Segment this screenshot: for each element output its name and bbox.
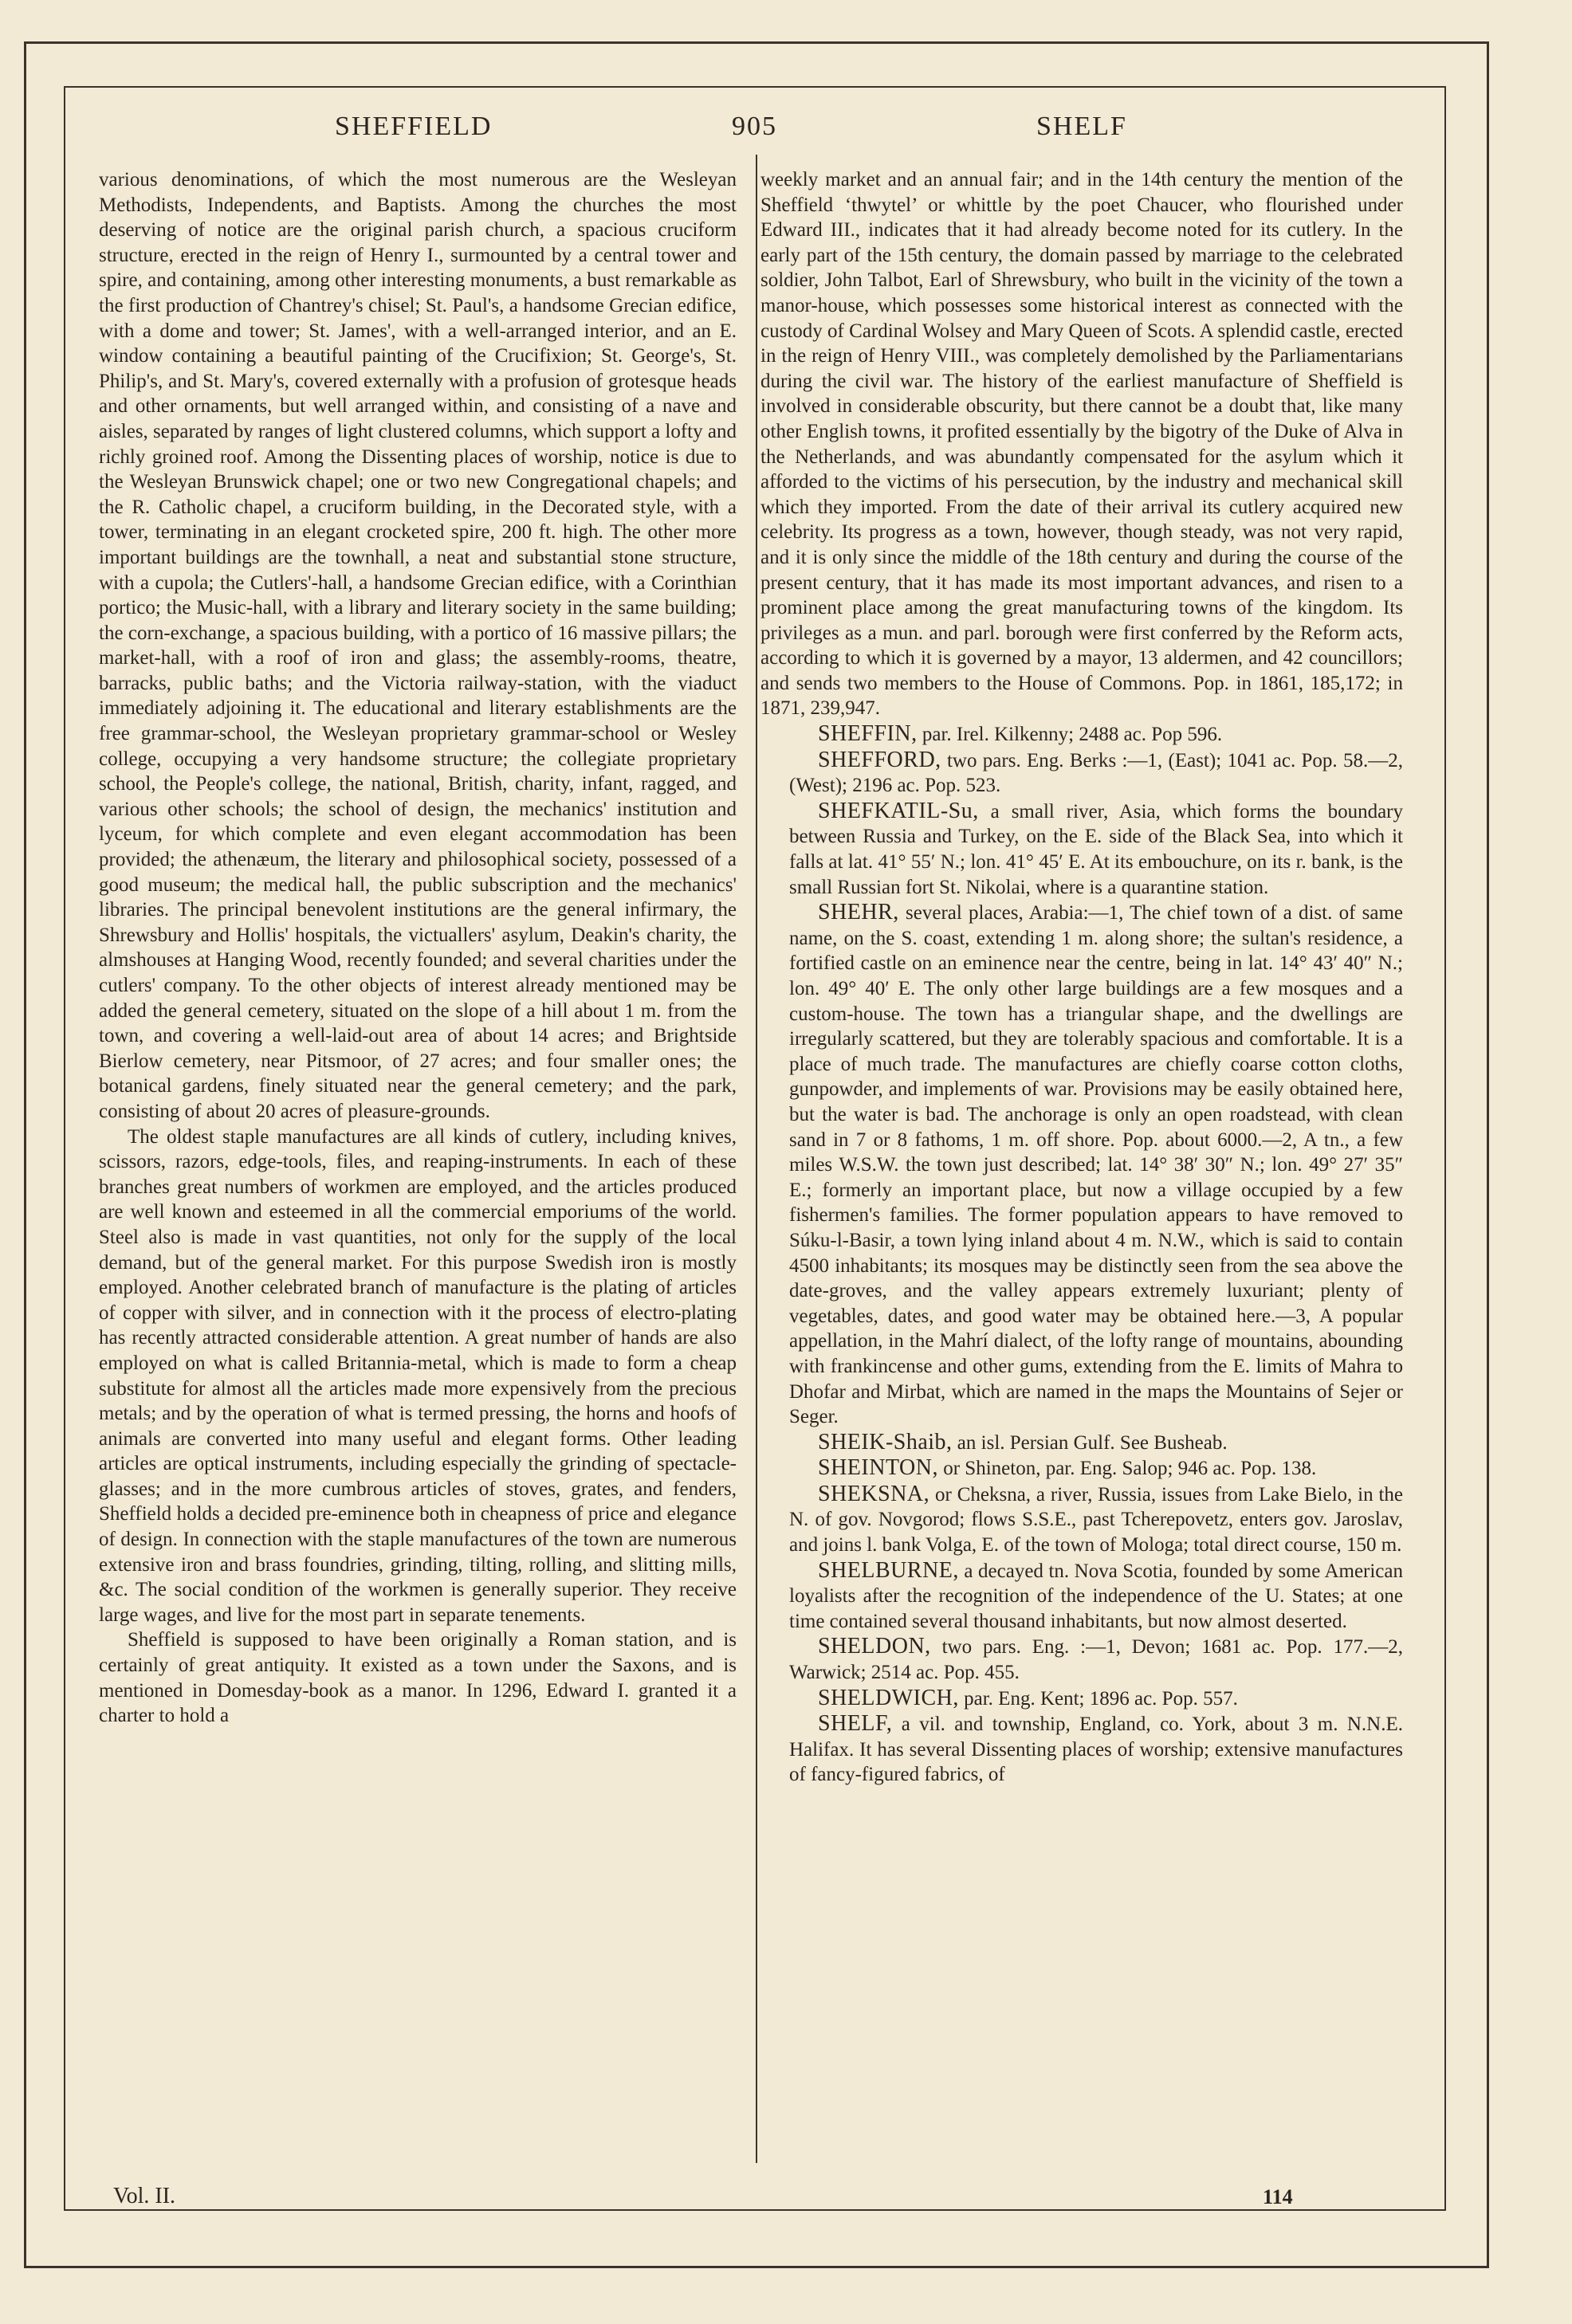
gazetteer-entry <box>760 721 1403 748</box>
entry-text: two pars. Eng. Berks :—1, (East); 1041 ac. Pop. 58.—2, (West); 2196 ac. Pop. 523. <box>789 749 1403 797</box>
gazetteer-entry <box>760 900 1403 1429</box>
entry-text: a decayed tn. Nova Scotia, founded by some American loyalists after the recognition of the independence of the U. States; at one time contained several thousand inhabitants, but now almost deserted. <box>789 1560 1403 1632</box>
running-header <box>64 112 1443 151</box>
column-divider <box>756 155 757 2163</box>
entry-headword: SHELDON, <box>818 1634 931 1659</box>
gazetteer-entry <box>760 1482 1403 1558</box>
gazetteer-entry <box>760 1711 1403 1788</box>
entry-text: several places, Arabia:—1, The chief town of a dist. of same name, on the S. coast, extending 1 m. along shore; the sultan's residence, a fortified castle on an eminence near the centre, being in lat. 14° 43′ 40″ N.; lon. 49° 40′ E. The only other large buildings are a few mosques and a custom-house. The town has a triangular shape, and the dwellings are irregularly scattered, but they are tolerably spacious and comfortable. It is a place of much trade. The manufactures are chiefly coarse cotton cloths, gunpowder, and implements of war. Provisions may be easily obtained here, but the water is bad. The anchorage is only an open roadstead, with clean sand in 7 or 8 fathoms, 1 m. off shore. Pop. about 6000.—2, A tn., a few miles W.S.W. the town just described; lat. 14° 38′ 30″ N.; lon. 49° 27′ 35″ E.; formerly an important place, but now a village occupied by a few fishermen's families. The former population appears to have removed to Súku-l-Basir, a town lying inland about 4 m. N.W., which is said to contain 4500 inhabitants; its mosques may be distinctly seen from the sea above the date-groves, and the valley appears extremely luxuriant; plenty of vegetables, dates, and good water may be obtained here.—3, A popular appellation, in the Mahrí dialect, of the lofty range of mountains, abounding with frankincense and other gums, extending from the E. limits of Mahra to Dhofar and Mirbat, which are named in the maps the Mountains of Sejer or Seger. <box>789 902 1403 1428</box>
volume-label: Vol. II. <box>113 2184 176 2208</box>
entry-text: or Shineton, par. Eng. Salop; 946 ac. Pop. 138. <box>937 1458 1317 1480</box>
entry-text: an isl. Persian Gulf. See Busheab. <box>952 1431 1228 1454</box>
entry-headword: SHELBURNE, <box>818 1557 959 1583</box>
gazetteer-entry <box>760 1634 1403 1685</box>
entry-headword: SHEINTON, <box>818 1455 938 1481</box>
gazetteer-entry <box>760 1430 1403 1456</box>
header-left-keyword: SHEFFIELD <box>335 112 493 141</box>
entry-headword: SHELF, <box>818 1711 893 1737</box>
entry-headword: SHEFKATIL-Su, <box>818 798 979 823</box>
gazetteer-entry <box>760 799 1403 900</box>
entry-text: or Cheksna, a river, Russia, issues from Lake Bielo, in the N. of gov. Novgorod; flows S.S.E., past Tcherepovetz, enters gov. Jaroslav, and joins l. bank Volga, E. of the town of Mologa; total direct course, 150 m. <box>789 1483 1403 1557</box>
page-number: 905 <box>732 112 777 141</box>
paragraph: weekly market and an annual fair; and in the 14th century the mention of the Sheffield ‘thwytel’ or whittle by the poet Chaucer, who flourished under Edward III., indicates that it had already become noted for its cutlery. In the early part of the 15th century, the domain passed by marriage to the celebrated soldier, John Talbot, Earl of Shrewsbury, who built in the vicinity of the town a manor-house, which possesses some historical interest as connected with the custody of Cardinal Wolsey and Mary Queen of Scots. A splendid castle, erected in the reign of Henry VIII., was completely demolished by the Parliamentarians during the civil war. The history of the earliest manufacture of Sheffield is involved in considerable obscurity, but there cannot be a doubt that, like many other English towns, it profited essentially by the bigotry of the Duke of Alva in the Netherlands, and was abundantly compensated for the asylum which it afforded to the victims of his persecution, by the industry and mechanical skill which they imported. From the date of their arrival its cutlery acquired new celebrity. Its progress as a town, however, though steady, was not very rapid, and it is only since the middle of the 18th century and during the course of the present century, that it has made its most important advances, and risen to a prominent place among the great manufacturing towns of the kingdom. Its privileges as a mun. and parl. borough were first conferred by the Reform acts, according to which it is governed by a mayor, 13 aldermen, and 42 councillors; and sends two members to the House of Commons. Pop. in 1861, 185,172; in 1871, 239,947. <box>760 169 1403 720</box>
header-right-keyword: SHELF <box>1036 112 1127 141</box>
gazetteer-entry <box>760 1558 1403 1635</box>
right-column <box>760 167 1403 1788</box>
gazetteer-entry <box>760 748 1403 799</box>
entry-text: a vil. and township, England, co. York, about 3 m. N.N.E. Halifax. It has several Dissenting places of worship; extensive manufactures of fancy-figured fabrics, of <box>789 1714 1403 1786</box>
entry-headword: SHELDWICH, <box>818 1685 959 1710</box>
entry-text: par. Irel. Kilkenny; 2488 ac. Pop 596. <box>917 724 1223 746</box>
entry-headword: SHEHR, <box>818 900 899 925</box>
left-column <box>99 167 737 1729</box>
entry-headword: SHEFFIN, <box>818 721 918 747</box>
entry-text: two pars. Eng. :—1, Devon; 1681 ac. Pop. 177.—2, Warwick; 2514 ac. Pop. 455. <box>789 1636 1403 1684</box>
entry-headword: SHEKSNA, <box>818 1481 930 1506</box>
entry-headword: SHEFFORD, <box>818 747 941 772</box>
entry-text: par. Eng. Kent; 1896 ac. Pop. 557. <box>958 1687 1238 1710</box>
paragraph: Sheffield is supposed to have been originally a Roman station, and is certainly of great antiquity. It existed as a town under the Saxons, and is mentioned in Domesday-book as a manor. In 1296, Edward I. granted it a charter to hold a <box>99 1629 737 1727</box>
paragraph: The oldest staple manufactures are all kinds of cutlery, including knives, scissors, razors, edge-tools, files, and reaping-instruments. In each of these branches great numbers of workmen are employed, and the articles produced are well known and esteemed in all the commercial emporiums of the world. Steel also is made in vast quantities, not only for the supply of the local demand, but of the general market. For this purpose Swedish iron is mostly employed. Another celebrated branch of manufacture is the plating of articles of copper with silver, and in connection with it the process of electro-plating has recently attracted considerable attention. A great number of hands are also employed on what is called Britannia-metal, which is made to form a cheap substitute for almost all the articles made more expensively from the precious metals; and by the operation of what is termed pressing, the horns and hoofs of animals are converted into many useful and elegant forms. Other leading articles are optical instruments, including especially the grinding of spectacle-glasses; and in the more cumbrous articles of stoves, grates, and fenders, Sheffield holds a decided pre-eminence both in cheapness of price and elegance of design. In connection with the staple manufactures of the town are numerous extensive iron and brass foundries, grinding, tilting, rolling, and slitting mills, &c. The social condition of the workmen is generally superior. They receive large wages, and live for the most part in separate tenements. <box>99 1125 737 1626</box>
entry-headword: SHEIK-Shaib, <box>818 1429 953 1454</box>
gazetteer-entry <box>760 1686 1403 1712</box>
entry-text: a small river, Asia, which forms the boundary between Russia and Turkey, on the E. side of the Black Sea, into which it falls at lat. 41° 55′ N.; lon. 41° 45′ E. At its embouchure, on its r. bank, is the small Russian fort St. Nikolai, where is a quarantine station. <box>789 800 1403 898</box>
signature-mark: 114 <box>1263 2185 1293 2208</box>
gazetteer-entry <box>760 1455 1403 1482</box>
paragraph: various denominations, of which the most numerous are the Wesleyan Methodists, Independents, and Baptists. Among the churches the most deserving of notice are the original parish church, a spacious cruciform structure, erected in the reign of Henry I., surmounted by a central tower and spire, and containing, among other interesting monuments, a bust remarkable as the first production of Chantrey's chisel; St. Paul's, a handsome Grecian edifice, with a dome and tower; St. James', with a well-arranged interior, and an E. window containing a beautiful painting of the Crucifixion; St. George's, St. Philip's, and St. Mary's, covered externally with a profusion of grotesque heads and other ornaments, but well arranged within, and consisting of a nave and aisles, separated by ranges of light clustered columns, which support a lofty and richly groined roof. Among the Dissenting places of worship, notice is due to the Wesleyan Brunswick chapel; one or two new Congregational chapels; and the R. Catholic chapel, a cruciform building, in the Decorated style, with a tower, terminating in an elegant crocketed spire, 200 ft. high. The other more important buildings are the townhall, a neat and substantial stone structure, with a cupola; the Cutlers'-hall, a handsome Grecian edifice, with a Corinthian portico; the Music-hall, with a library and literary society in the same building; the corn-exchange, a spacious building, with a portico of 16 massive pillars; the market-hall, with a roof of iron and glass; the assembly-rooms, theatre, barracks, public baths; and the Victoria railway-station, with the viaduct immediately adjoining it. The educational and literary establishments are the free grammar-school, the Wesleyan proprietary grammar-school or Wesley college, occupying a very handsome structure; the collegiate proprietary school, the People's college, the national, British, charity, infant, ragged, and various other schools; the school of design, the mechanics' institution and lyceum, for which complete and even elegant accommodation has been provided; the athenæum, the literary and philosophical society, possessed of a good museum; the medical hall, the public subscription and the mechanics' libraries. The principal benevolent institutions are the general infirmary, the Shrewsbury and Hollis' hospitals, the victuallers' asylum, Deakin's charity, the almshouses at Hanging Wood, recently founded; and several charities under the cutlers' company. To the other objects of interest already mentioned may be added the general cemetery, situated on the slope of a hill about 1 m. from the town, and covering a well-laid-out area of about 14 acres; and Brightside Bierlow cemetery, near Pitsmoor, of 27 acres; and four smaller ones; the botanical gardens, finely situated near the general cemetery; and the park, consisting of about 20 acres of pleasure-grounds. <box>99 169 737 1122</box>
